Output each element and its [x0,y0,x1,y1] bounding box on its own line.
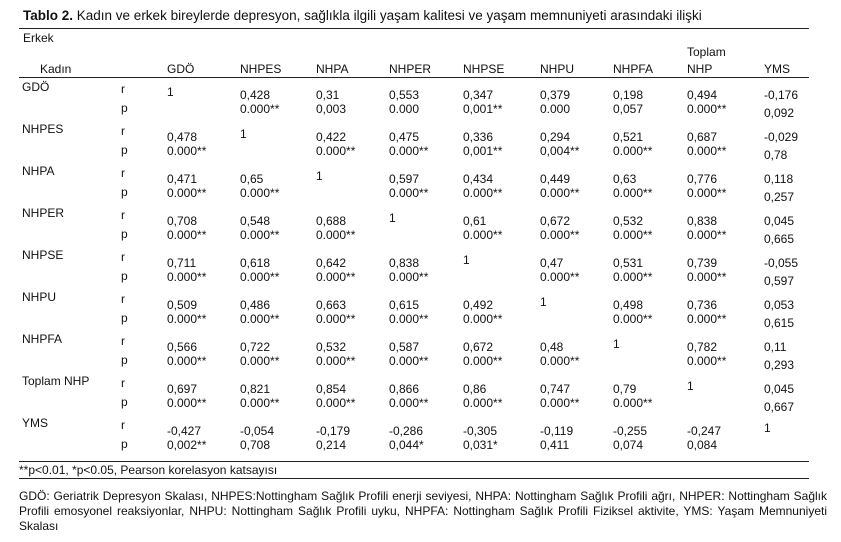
r-value: 1 [240,127,247,141]
r-value: -0,055 [764,256,799,270]
r-value: -0,247 [687,424,722,438]
p-value: 0.000** [167,354,207,368]
r-value: 0,838 [687,214,718,228]
r-value: -0,029 [764,130,799,144]
r-value: 0,475 [389,130,420,144]
p-value: 0.000** [389,396,429,410]
p-value: 0.000** [240,396,280,410]
stat-label-p: p [121,353,128,367]
stat-label-p: p [121,311,128,325]
p-value: 0.000** [240,312,280,326]
p-value: 0.000** [613,396,653,410]
p-value: 0.000** [613,228,653,242]
r-value: 0,65 [240,172,264,186]
p-value: 0.000** [240,102,280,116]
stat-label-r: r [121,82,125,96]
r-value: 0,708 [167,214,198,228]
significance-footnote: **p<0.01, *p<0.05, Pearson korelasyon katsayısı [19,463,278,477]
p-value: 0.000** [463,228,503,242]
r-value: 0,379 [540,88,571,102]
p-value: 0.000** [316,270,356,284]
r-value: 1 [316,169,323,183]
p-value: 0.000** [316,396,356,410]
p-value: 0.000** [167,270,207,284]
p-value: 0.000** [240,354,280,368]
p-value: 0.000** [540,228,580,242]
r-value: 1 [167,85,174,99]
column-header: NHPU [540,62,575,76]
p-value: 0.000** [687,228,727,242]
p-value: 0.000** [316,144,356,158]
p-value: 0.000** [540,270,580,284]
table-title [23,8,702,23]
stat-label-r: r [121,376,125,390]
r-value: 0,838 [389,256,420,270]
p-value: 0.000** [687,270,727,284]
r-value: 0,722 [240,340,271,354]
p-value: 0,084 [687,438,718,452]
r-value: 0,86 [463,382,487,396]
r-value: 0,198 [613,88,644,102]
r-value: 0,045 [764,382,795,396]
row-label: NHPSE [22,248,64,262]
r-value: 0,428 [240,88,271,102]
r-value: 0,63 [613,172,637,186]
r-value: 0,478 [167,130,198,144]
r-value: 1 [463,253,470,267]
p-value: 0.000** [687,102,727,116]
r-value: 1 [540,295,547,309]
p-value: 0,411 [540,438,570,452]
table-caption: Kadın ve erkek bireylerde depresyon, sağlıkla ilgili yaşam kalitesi ve yaşam memnuniyeti arasındaki ilişki [73,8,702,23]
p-value: 0,597 [764,274,795,288]
p-value: 0.000** [240,270,280,284]
p-value: 0.000** [389,186,429,200]
r-value: 0,31 [316,88,340,102]
r-value: 0,521 [613,130,644,144]
column-header: NHPA [316,62,349,76]
r-value: 0,776 [687,172,718,186]
r-value: 0,118 [764,172,794,186]
row-label: NHPER [22,206,65,220]
r-value: 0,532 [316,340,347,354]
p-value: 0,074 [613,438,644,452]
stat-label-p: p [121,227,128,241]
r-value: 0,494 [687,88,718,102]
r-value: 0,449 [540,172,571,186]
p-value: 0.000** [316,312,356,326]
r-value: 0,587 [389,340,420,354]
column-header: NHPFA [613,62,654,76]
p-value: 0.000** [167,186,207,200]
p-value: 0,031* [463,438,498,452]
p-value: 0.000** [540,396,580,410]
p-value: 0.000** [687,186,727,200]
r-value: -0,286 [389,424,424,438]
p-value: 0.000** [463,354,503,368]
p-value: 0.000** [389,312,429,326]
r-value: 0,531 [613,256,644,270]
r-value: 0,48 [540,340,564,354]
r-value: 0,672 [540,214,571,228]
p-value: 0.000** [316,354,356,368]
p-value: 0,214 [316,438,347,452]
r-value: 0,61 [463,214,487,228]
p-value: 0.000** [463,186,503,200]
p-value: 0,001** [463,102,503,116]
stat-label-p: p [121,269,128,283]
row-label: Toplam NHP [22,374,90,388]
corner-label-kadin: Kadın [40,62,72,76]
p-value: 0.000** [613,312,653,326]
column-header: NHP [687,62,713,76]
p-value: 0.000** [167,228,207,242]
stat-label-r: r [121,166,125,180]
table-number: Tablo 2. [23,8,74,23]
p-value: 0.000** [240,186,280,200]
p-value: 0,057 [613,102,644,116]
r-value: -0,179 [316,424,351,438]
r-value: 0,642 [316,256,347,270]
p-value: 0,044* [389,438,424,452]
p-value: 0.000** [167,396,207,410]
r-value: -0,255 [613,424,648,438]
r-value: 0,532 [613,214,644,228]
r-value: 0,336 [463,130,494,144]
r-value: 0,687 [687,130,718,144]
column-header: NHPSE [463,62,505,76]
r-value: 0,821 [240,382,271,396]
stat-label-r: r [121,124,125,138]
r-value: 0,747 [540,382,571,396]
r-value: 0,566 [167,340,198,354]
stat-label-p: p [121,185,128,199]
r-value: 0,553 [389,88,420,102]
r-value: -0,119 [540,424,574,438]
r-value: 0,509 [167,298,198,312]
r-value: -0,176 [764,88,799,102]
p-value: 0,257 [764,190,795,204]
column-header-top-line: Toplam [687,45,726,59]
p-value: 0.000** [240,228,280,242]
r-value: 0,11 [764,340,787,354]
p-value: 0.000 [389,102,420,116]
corner-label-erkek: Erkek [23,31,54,45]
r-value: 0,711 [167,256,197,270]
row-label: NHPES [22,122,64,136]
p-value: 0.000** [540,354,580,368]
p-value: 0,708 [240,438,271,452]
p-value: 0.000** [316,228,356,242]
p-value: 0.000** [167,144,207,158]
abbreviation-legend: GDÖ: Geriatrik Depresyon Skalası, NHPES:Nottingham Sağlık Profili enerji seviyesi, NHPA: Nottingham Sağlık Profili ağrı, NHPER: Nottingham Sağlık Profili emosyonel reaksiyonlar, NHPU: Nottingham Sağlık Profili uyku, NHPFA: Nottingham Sağlık Profili Fiziksel aktivite, YMS: Yaşam Memnuniyeti Skalası [19,489,827,533]
p-value: 0.000** [613,270,653,284]
p-value: 0.000** [687,354,727,368]
r-value: 0,548 [240,214,271,228]
r-value: 0,045 [764,214,795,228]
r-value: 0,492 [463,298,494,312]
p-value: 0,293 [764,358,795,372]
r-value: 0,471 [167,172,198,186]
row-label: YMS [22,416,49,430]
r-value: 0,663 [316,298,347,312]
r-value: 1 [389,211,396,225]
r-value: 1 [687,379,694,393]
r-value: 0,615 [389,298,420,312]
row-label: NHPFA [22,332,63,346]
stat-label-r: r [121,334,125,348]
p-value: 0,667 [764,400,795,414]
header-rule [19,77,809,78]
footnote-bottom-rule [19,478,809,479]
p-value: 0.000** [540,186,580,200]
p-value: 0,615 [764,316,795,330]
stat-label-r: r [121,418,125,432]
p-value: 0.000** [167,312,207,326]
row-label: NHPU [22,290,57,304]
stat-label-p: p [121,395,128,409]
r-value: 0,486 [240,298,271,312]
p-value: 0.000** [389,354,429,368]
stat-label-p: p [121,143,128,157]
r-value: 0,618 [240,256,271,270]
stat-label-p: p [121,101,128,115]
p-value: 0.000** [463,396,503,410]
stat-label-r: r [121,292,125,306]
p-value: 0.000** [389,270,429,284]
p-value: 0,78 [764,148,788,162]
top-rule [19,28,809,29]
column-header: GDÖ [167,62,195,76]
stat-label-r: r [121,208,125,222]
r-value: 0,697 [167,382,198,396]
r-value: 0,688 [316,214,347,228]
stat-label-r: r [121,250,125,264]
column-header: NHPES [240,62,282,76]
p-value: 0,092 [764,106,795,120]
r-value: 0,294 [540,130,571,144]
r-value: 0,866 [389,382,420,396]
r-value: -0,305 [463,424,498,438]
r-value: 0,736 [687,298,718,312]
p-value: 0.000** [463,312,503,326]
stat-label-p: p [121,437,128,451]
p-value: 0.000** [389,144,429,158]
r-value: 1 [613,337,620,351]
p-value: 0,001** [463,144,503,158]
p-value: 0,003 [316,102,347,116]
r-value: 0,434 [463,172,494,186]
p-value: 0.000** [687,312,727,326]
p-value: 0.000** [613,144,653,158]
r-value: 0,672 [463,340,494,354]
r-value: 0,854 [316,382,347,396]
p-value: 0.000** [613,186,653,200]
r-value: 0,79 [613,382,637,396]
p-value: 0,004** [540,144,580,158]
r-value: 0,347 [463,88,494,102]
r-value: -0,054 [240,424,275,438]
r-value: 0,053 [764,298,795,312]
r-value: 0,782 [687,340,718,354]
column-header: YMS [764,62,791,76]
r-value: 0,422 [316,130,347,144]
r-value: 0,739 [687,256,718,270]
p-value: 0.000 [540,102,571,116]
r-value: 0,597 [389,172,420,186]
r-value: 1 [764,421,771,435]
row-label: GDÖ [22,80,50,94]
column-header: NHPER [389,62,432,76]
p-value: 0,002** [167,438,207,452]
r-value: -0,427 [167,424,202,438]
r-value: 0,498 [613,298,644,312]
table-bottom-rule [19,461,809,462]
p-value: 0.000** [687,144,727,158]
row-label: NHPA [22,164,55,178]
r-value: 0,47 [540,256,564,270]
p-value: 0,665 [764,232,795,246]
